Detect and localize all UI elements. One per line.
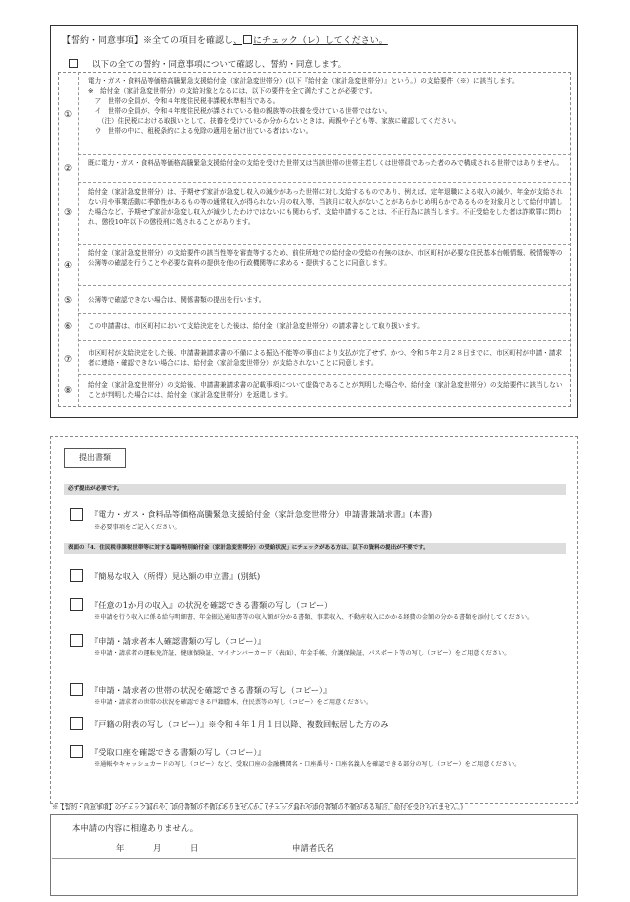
consent-header-text: 【誓約・同意事項】※全ての項目を確認し xyxy=(62,36,234,46)
doc-3-checkbox[interactable] xyxy=(70,598,83,611)
consent-item-1-text: 電力・ガス・食料品等価格高騰緊急支援給付金（家計急変世帯分）(以下『給付金（家計急変世帯分）』という。）の支給要件（※）に該当します。 ※ 給付金（家計急変世帯分）の支給対象となるには、以下の要件を全て満たすことが必要です。 ア 世帯の全員が、令和４年度住民税非課税水準相当である。 イ 世帯の全員が、令和４年度住民税が課されている他の親族等の扶養を受けている世帯ではない。 （注）住民税における取扱いとして、扶養を受けているか分からないときは、両親や子ども等、家族に確認してください。 ウ 世帯の中に、租税条約による免除の適用を届け出ている者はいない。 xyxy=(88,77,519,135)
item-separator xyxy=(78,374,571,375)
item-separator xyxy=(78,313,571,314)
doc-4-note: ※申請・請求者の運転免許証、健康保険証、マイナンバーカード（表面）、年金手帳、介護保険証、パスポート等の写し（コピー）をご用意ください。 xyxy=(94,650,511,657)
consent-item-5-text: 公簿等で確認できない場合は、関係書類の提出を行います。 xyxy=(88,296,266,304)
doc-6-checkbox[interactable] xyxy=(70,717,83,730)
consent-header-box-hint: 、 にチェック（レ）してください。 xyxy=(233,36,388,46)
agree-all-checkbox[interactable] xyxy=(69,59,78,68)
doc-2-title: 『簡易な収入（所得）見込額の申立書』(別紙) xyxy=(90,571,261,581)
doc-3-title: 『任意の1か月の収入』の状況を確認できる書類の写し（コピー） xyxy=(90,600,333,610)
consent-item-4-number: ④ xyxy=(63,261,73,271)
consent-header-text-2: にチェック（レ）してください。 xyxy=(253,36,388,46)
day-label: 日 xyxy=(190,843,199,853)
checkbox-icon xyxy=(243,35,252,44)
doc-7-note: ※通帳やキャッシュカードの写し（コピー）など、受取口座の金融機関名・口座番号・口座名義人を確認できる部分の写し（コピー）をご用意ください。 xyxy=(94,761,521,768)
consent-number-divider xyxy=(78,72,79,407)
documents-title: 提出書類 xyxy=(64,448,126,468)
consent-header xyxy=(62,33,388,46)
year-label: 年 xyxy=(116,843,125,853)
doc-1-title: 『電力・ガス・食料品等価格高騰緊急支援給付金（家計急変世帯分）申請書兼請求書』(本書) xyxy=(90,509,433,519)
consent-item-2-number: ② xyxy=(63,164,73,174)
doc-7-checkbox[interactable] xyxy=(70,745,83,758)
doc-6-title: 『戸籍の附表の写し（コピー）』※令和４年１月１日以降、複数回転居した方のみ xyxy=(90,719,389,729)
doc-7-title: 『受取口座を確認できる書類の写し（コピー）』 xyxy=(90,747,266,757)
declaration-text: 本申請の内容に相違ありません。 xyxy=(72,823,199,833)
doc-1-checkbox[interactable] xyxy=(70,508,83,521)
signature-underline[interactable] xyxy=(52,858,576,859)
check-reminder-note: ※【誓約・同意事項】のチェック漏れや、添付書類の不備はありませんか。(チェック漏れや添付書類の不備がある場合、給付を受けられません。) xyxy=(52,804,463,811)
doc-2-checkbox[interactable] xyxy=(70,569,83,582)
agree-all-label: 以下の全ての誓約・同意事項について確認し、誓約・同意します。 xyxy=(92,60,347,70)
consent-item-4-text: 給付金（家計急変世帯分）の支給要件の該当性等を審査等するため、前住所地での給付金の受給の有無のほか、市区町村が必要な住民基本台帳情報、税情報等の公簿等の確認を行うことや必要な資料の提供を他の行政機関等に求める・提供することに同意します。 xyxy=(88,249,563,267)
consent-item-2-text: 既に電力・ガス・食料品等価格高騰緊急支援給付金の支給を受けた世帯又は当該世帯の世帯主若しくは世帯員であった者のみで構成される世帯ではありません。 xyxy=(88,159,564,167)
doc-5-checkbox[interactable] xyxy=(70,683,83,696)
consent-item-3-text: 給付金（家計急変世帯分）は、予期せず家計が急変し収入の減少があった世帯に対し支給するものであり、例えば、定年退職による収入の減少、年金が支給されない月や事業活動に季節性があるもの等の通常収入が得られない月の収入等、当該月に収入がないことがあらかじめ明らかであるものを対象月として給付申請した場合など、予期せず家計が急変し収入が減少したわけではないにも関わらず、支給申請することは、不正行為に該当します。不正受給をした者は詐欺罪に問われ、懲役10年以下の懲役刑に処されることがあります。 xyxy=(88,188,563,226)
item-separator xyxy=(78,182,571,183)
applicant-name-label: 申請者氏名 xyxy=(292,843,334,853)
doc-5-note: ※申請・請求者の世帯の状況を確認できる戸籍謄本、住民票等の写し（コピー）をご用意ください。 xyxy=(94,699,373,706)
consent-item-8-number: ⑧ xyxy=(63,386,73,396)
consent-item-1-number: ① xyxy=(63,110,73,120)
doc-4-title: 『申請・請求者本人確認書類の写し（コピー）』 xyxy=(90,636,266,646)
month-label: 月 xyxy=(153,843,162,853)
doc-1-note: ※必要事項をご記入ください。 xyxy=(94,524,181,531)
consent-item-6-number: ⑥ xyxy=(63,322,73,332)
doc-4-checkbox[interactable] xyxy=(70,634,83,647)
doc-3-note: ※申請を行う収入に係る給与明細書、年金振込通知書等の収入額が分かる書類、事業収入、不動産収入にかかる経費の金額の分かる書類を添付してください。 xyxy=(94,614,534,621)
item-separator xyxy=(78,285,571,286)
consent-item-7-text: 市区町村が支給決定をした後、申請書兼請求書の不備による振込不能等の事由により支払が完了せず、かつ、令和５年２月２８日までに、市区町村が申請・請求者に連絡・確認できない場合には、給付金（家計急変世帯分）が支給されないことに同意します。 xyxy=(88,349,562,367)
agree-all-row[interactable] xyxy=(68,58,346,70)
doc-5-title: 『申請・請求者の世帯の状況を確認できる書類の写し（コピー）』 xyxy=(90,685,332,695)
consent-item-5-number: ⑤ xyxy=(63,296,73,306)
consent-item-7-number: ⑦ xyxy=(63,355,73,365)
consent-item-8-text: 給付金（家計急変世帯分）の支給後、申請書兼請求書の記載事項について虚偽であることが判明した場合や、給付金（家計急変世帯分）の支給要件に該当しないことが判明した場合には、給付金（家計急変世帯分）を返還します。 xyxy=(88,381,563,399)
consent-item-3-number: ③ xyxy=(63,208,73,218)
item-separator xyxy=(78,340,571,341)
item-separator xyxy=(78,244,571,245)
consent-item-6-text: この申請書は、市区町村において支給決定をした後は、給付金（家計急変世帯分）の請求書として取り扱います。 xyxy=(88,322,424,330)
band-required: 必ず提出が必要です。 xyxy=(64,484,566,495)
item-separator xyxy=(78,154,571,155)
band-conditional: 表面の「4．住民税非課税世帯等に対する臨時特別給付金（家計急変世帯分）の受給状況」にチェックがある方は、以下の資料の提出が不要です。 xyxy=(64,543,566,554)
